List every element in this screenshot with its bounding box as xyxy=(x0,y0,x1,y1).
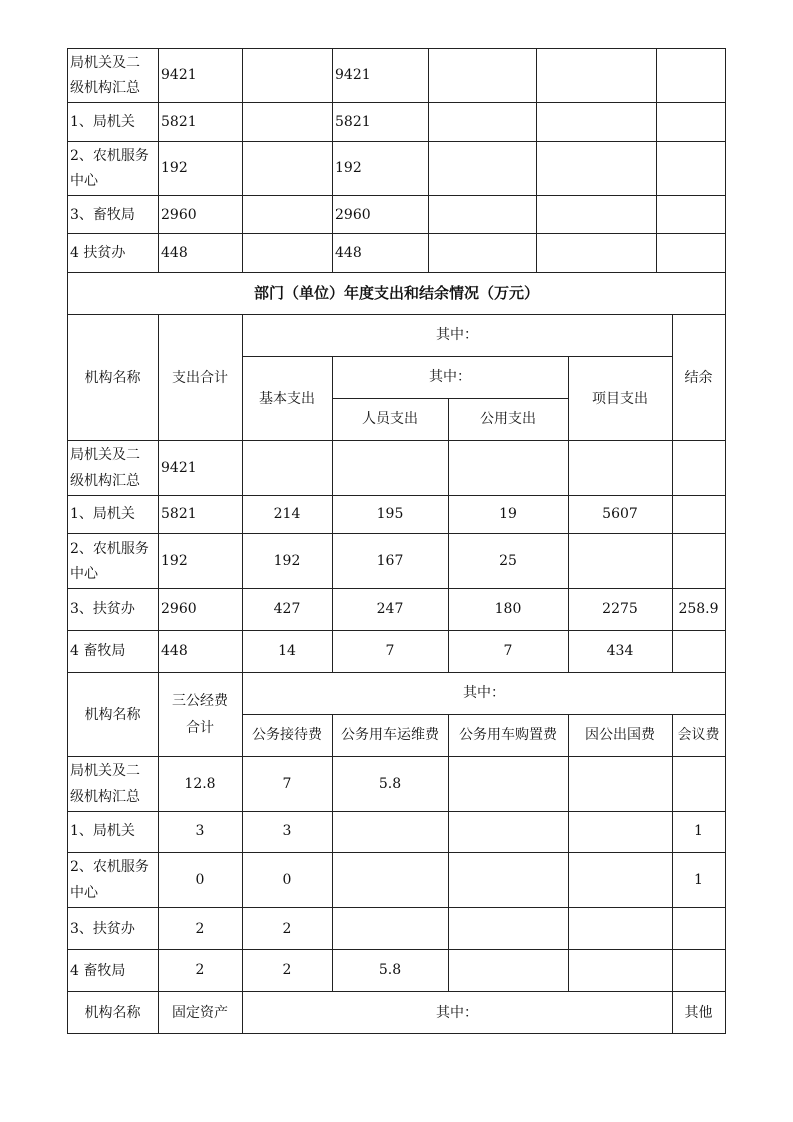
header-project: 项目支出 xyxy=(592,391,648,407)
header-of-which-2: 其中： xyxy=(429,369,471,385)
rule xyxy=(448,398,449,672)
rule xyxy=(158,48,159,272)
cell-value: 12.8 xyxy=(184,776,216,792)
header-basic: 基本支出 xyxy=(259,391,315,407)
org-name: 3、扶贫办 xyxy=(70,921,135,937)
rule xyxy=(242,356,672,357)
cell-value: 5821 xyxy=(335,114,371,130)
rule xyxy=(242,714,726,715)
rule xyxy=(67,495,726,496)
rule xyxy=(67,949,726,950)
org-name: 3、扶贫办 xyxy=(70,601,135,617)
rule xyxy=(332,714,333,991)
rule xyxy=(67,811,726,812)
rule xyxy=(67,102,726,103)
org-name: 2、农机服务 xyxy=(70,541,149,557)
cell-value: 2275 xyxy=(602,601,638,617)
cell-value: 7 xyxy=(282,776,292,792)
header-org: 机构名称 xyxy=(84,707,141,723)
header-total: 合计 xyxy=(186,720,214,736)
header-fixed-assets: 固定资产 xyxy=(172,1005,228,1021)
cell-value: 1 xyxy=(694,872,703,888)
rule xyxy=(67,272,726,273)
org-name: 1、局机关 xyxy=(70,114,135,130)
cell-value: 5821 xyxy=(161,506,197,522)
rule xyxy=(67,233,726,234)
header-personnel: 人员支出 xyxy=(362,411,418,427)
cell-value: 14 xyxy=(278,643,296,659)
rule xyxy=(725,48,726,1033)
rule xyxy=(67,195,726,196)
rule xyxy=(67,907,726,908)
rule xyxy=(67,852,726,853)
cell-value: 2 xyxy=(195,921,205,937)
cell-value: 5821 xyxy=(161,114,197,130)
cell-value: 25 xyxy=(499,553,517,569)
cell-value: 0 xyxy=(195,872,205,888)
cell-value: 180 xyxy=(494,601,522,617)
rule xyxy=(67,533,726,534)
cell-value: 0 xyxy=(282,872,292,888)
org-name: 2、农机服务 xyxy=(70,859,149,875)
rule xyxy=(67,672,726,673)
org-name: 4 畜牧局 xyxy=(70,963,126,979)
org-name: 1、局机关 xyxy=(70,506,135,522)
cell-value: 2960 xyxy=(161,601,197,617)
cell-value: 2960 xyxy=(161,207,197,223)
header-of-which: 其中： xyxy=(436,1005,478,1021)
rule xyxy=(672,714,673,991)
cell-value: 2960 xyxy=(335,207,371,223)
rule xyxy=(67,588,726,589)
org-name: 中心 xyxy=(70,885,98,901)
rule xyxy=(332,48,333,272)
cell-value: 247 xyxy=(376,601,404,617)
cell-value: 1 xyxy=(694,823,703,839)
org-name: 局机关及二 xyxy=(70,447,140,463)
header-public: 公用支出 xyxy=(480,411,536,427)
cell-value: 3 xyxy=(282,823,292,839)
cell-value: 5.8 xyxy=(378,962,402,978)
cell-value: 7 xyxy=(503,643,513,659)
header-balance: 结余 xyxy=(684,370,713,386)
cell-value: 2 xyxy=(282,962,292,978)
cell-value: 192 xyxy=(161,553,188,569)
header-car-buy: 公务用车购置费 xyxy=(459,727,557,743)
header-car-maint: 公务用车运维费 xyxy=(341,727,439,743)
cell-value: 195 xyxy=(376,506,404,522)
rule xyxy=(67,314,726,315)
rule xyxy=(67,141,726,142)
rule xyxy=(428,48,429,272)
header-abroad: 因公出国费 xyxy=(585,727,655,743)
rule xyxy=(67,630,726,631)
rule xyxy=(656,48,657,272)
header-meeting: 会议费 xyxy=(677,727,720,743)
cell-value: 5607 xyxy=(602,506,638,522)
header-of-which: 其中： xyxy=(463,685,505,701)
org-name: 局机关及二 xyxy=(70,55,140,71)
rule xyxy=(332,398,568,399)
org-name: 中心 xyxy=(70,173,98,189)
rule xyxy=(568,714,569,991)
org-name: 级机构汇总 xyxy=(70,80,140,96)
cell-value: 19 xyxy=(499,506,517,522)
cell-value: 5.8 xyxy=(378,776,402,792)
header-total: 三公经费 xyxy=(172,693,228,709)
header-org: 机构名称 xyxy=(84,1005,141,1021)
org-name: 3、畜牧局 xyxy=(70,207,135,223)
cell-value: 7 xyxy=(385,643,395,659)
header-of-which: 其中： xyxy=(436,327,478,343)
cell-value: 9421 xyxy=(161,460,197,476)
cell-value: 2 xyxy=(282,921,292,937)
cell-value: 214 xyxy=(273,506,301,522)
rule xyxy=(67,991,726,992)
header-reception: 公务接待费 xyxy=(252,727,322,743)
cell-value: 192 xyxy=(273,553,301,569)
cell-value: 258.9 xyxy=(678,601,719,617)
rule xyxy=(242,48,243,272)
org-name: 级机构汇总 xyxy=(70,789,140,805)
org-name: 级机构汇总 xyxy=(70,473,140,489)
cell-value: 9421 xyxy=(161,67,197,83)
org-name: 1、局机关 xyxy=(70,823,135,839)
rule xyxy=(67,48,726,49)
cell-value: 448 xyxy=(161,643,188,659)
cell-value: 2 xyxy=(195,962,205,978)
rule xyxy=(536,48,537,272)
header-org: 机构名称 xyxy=(84,370,141,386)
org-name: 中心 xyxy=(70,566,98,582)
header-total: 支出合计 xyxy=(172,370,228,386)
header-other: 其他 xyxy=(684,1005,713,1021)
org-name: 4 畜牧局 xyxy=(70,643,126,659)
cell-value: 192 xyxy=(161,160,188,176)
rule xyxy=(67,1033,726,1034)
org-name: 2、农机服务 xyxy=(70,148,149,164)
cell-value: 3 xyxy=(195,823,205,839)
rule xyxy=(448,714,449,991)
org-name: 局机关及二 xyxy=(70,763,140,779)
org-name: 4 扶贫办 xyxy=(70,245,126,261)
rule xyxy=(67,440,726,441)
cell-value: 9421 xyxy=(335,67,371,83)
cell-value: 448 xyxy=(335,245,362,261)
section-title: 部门（单位）年度支出和结余情况（万元） xyxy=(253,284,539,302)
cell-value: 167 xyxy=(376,553,404,569)
cell-value: 192 xyxy=(335,160,362,176)
rule xyxy=(67,48,68,1033)
cell-value: 448 xyxy=(161,245,188,261)
cell-value: 427 xyxy=(273,601,301,617)
cell-value: 434 xyxy=(606,643,634,659)
rule xyxy=(67,756,726,757)
